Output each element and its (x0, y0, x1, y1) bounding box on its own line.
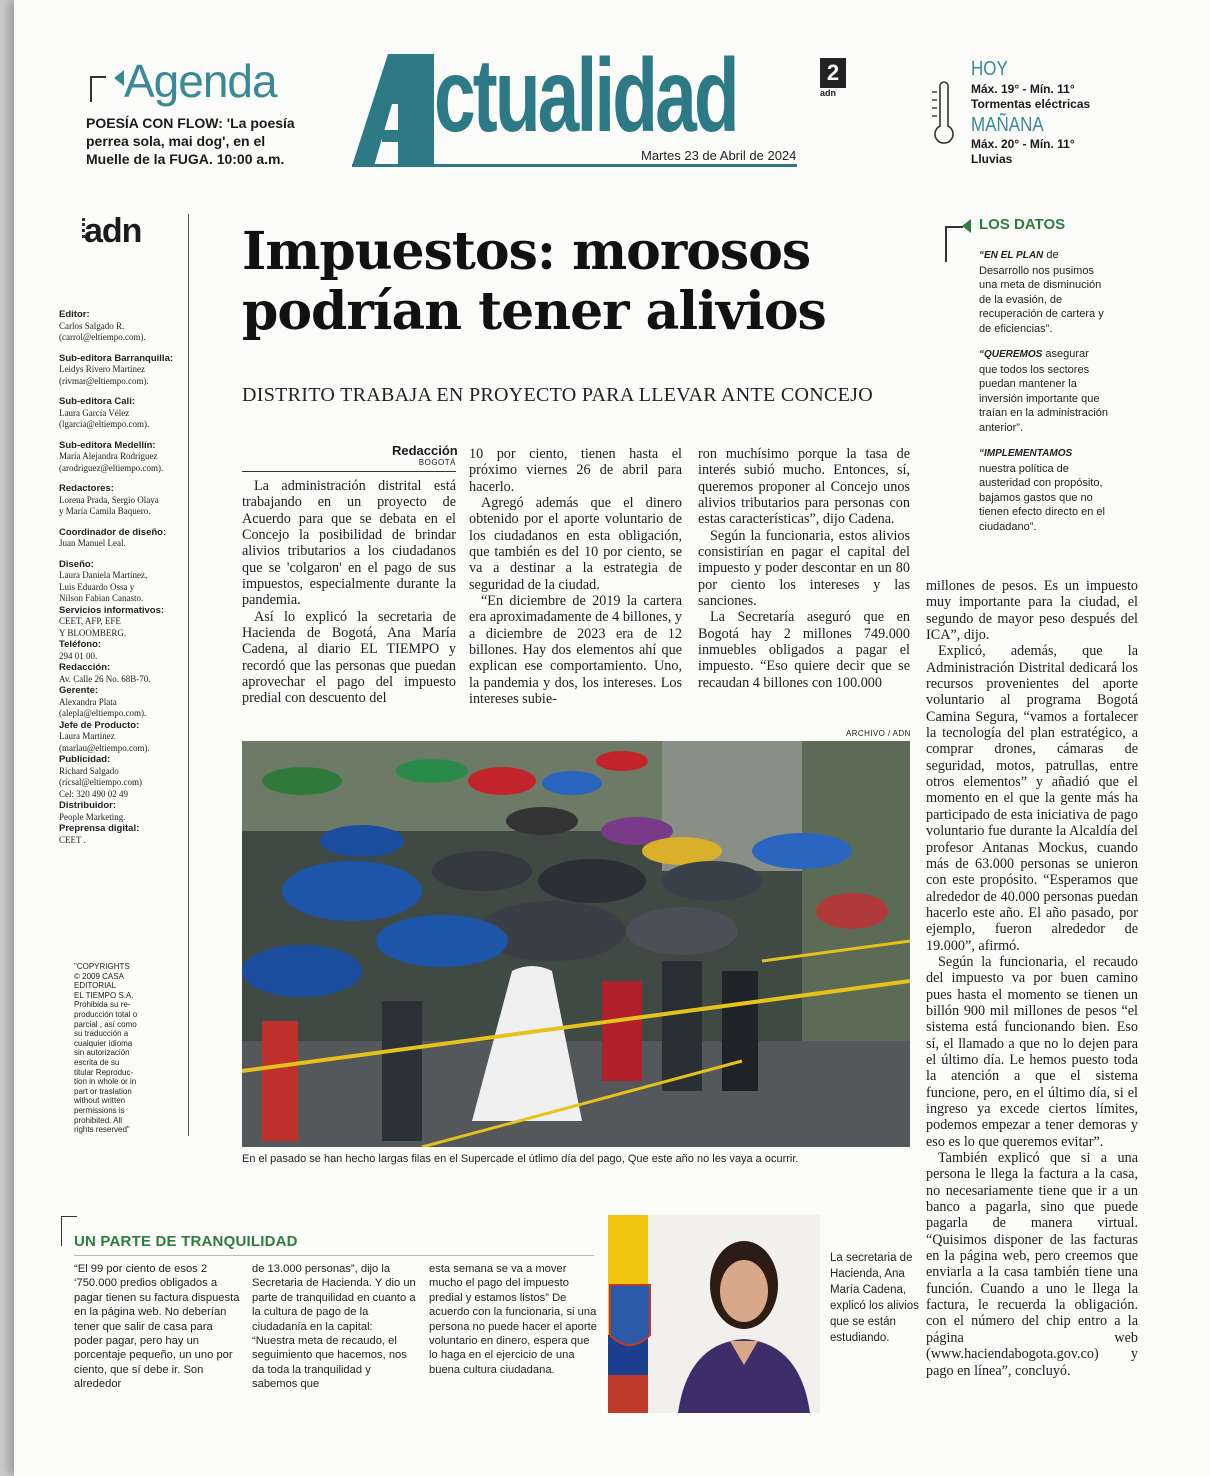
newspaper-page (14, 0, 1210, 1476)
box-title: UN PARTE DE TRANQUILIDAD (74, 1233, 298, 1250)
staff-role-value: People Marketing. (59, 811, 126, 822)
weather-tomorrow-desc: Lluvias (971, 152, 1013, 166)
umbrella-queue-photo (242, 741, 910, 1147)
article-column-2: 10 por ciento, tienen hasta el próximo viernes 26 de abril para hacerlo. Agregó además que el dinero obtenido por el aporte voluntario de los ciudadanos en esta obligación, que también es del 10 por ciento, se va a destinar a la estrategia de seguridad de la ciudad. “En diciembre de 2019 la cartera era aproximadamente de 4 billones, y a diciembre de 2023 era de 12 billones. Hay dos elementos ahí que explican ese comportamiento. Uno, la pandemia y dos, los intereses. Los intereses subie- (469, 446, 682, 708)
staff-role-value: 294 01 00. (59, 650, 98, 661)
photo-caption: En el pasado se han hecho largas filas en el Supercade el útlimo día del pago, Que este año no les vaya a ocurrir. (242, 1153, 799, 1165)
article-column-4: millones de pesos. Es un impuesto muy importante para la ciudad, el segundo de mayor peso después del ICA”, dijo. Explicó, además, que la Administración Distrital dedicará los recursos provenientes del aporte voluntario al programa Bogotá Camina Segura, “vamos a fortalecer la tecnología del plan estratégico, a comprar drones, cámaras de seguridad, motos, patrullas, entre otros elementos” y añadió que el momento en el que la gente más ha participado de esta iniciativa de pago voluntario fue durante la Alcaldía del profesor Antanas Mockus, cuando más de 63.000 personas se unieron con este propósito. “Esperamos que alrededor de 40.000 personas puedan hacerlo este año. El año pasado, por ejemplo, fueron alrededor de 19.000”, afirmó. Según la funcionaria, el recaudo del impuesto va por buen camino pues hasta el momento se tienen un billón 900 mil millones de pesos “el sistema está funcionando bien. Eso sí, el llamado a que no lo dejen para el último día. Le hemos puesto toda la atención a que el sistema funcione, pero, en el último día, si el ingreso ya excede ciertos límites, podemos empezar a tener demoras y eso es lo que queremos evitar”. También explicó que si a una persona le llega la factura a la casa, no necesariamente tiene que ir a un banco a pagarla, sino que puede pagarla de manera virtual. “Quisimos disponer de las facturas en la página web, pero creemos que enviarla a la casa también tiene una función. Cuando a uno le llega la factura, le recuerda la obligación. con el número del chip entro a la página web (www.haciendabogota.gov.co) y pago en línea”, concluyó. (926, 578, 1138, 1379)
section-logo-a-icon (352, 54, 434, 166)
staff-role-label: Coordinador de diseño: (59, 526, 167, 538)
staff-role-label: Servicios informativos: (59, 604, 165, 616)
weather-today-temps: Máx. 19° - Mín. 11° (971, 82, 1075, 96)
issue-date: Martes 23 de Abril de 2024 (641, 148, 797, 163)
staff-role-label: Redactores: (59, 483, 114, 494)
weather-tomorrow-label: MAÑANA (971, 114, 1044, 136)
staff-role-label: Diseño: (59, 558, 94, 570)
box-title-rule (74, 1255, 594, 1256)
agenda-text: POESÍA CON FLOW: 'La poesía perrea sola, mai dog', en el Muelle de la FUGA. 10:00 a.m. (86, 115, 295, 167)
subheadline: DISTRITO TRABAJA EN PROYECTO PARA LLEVAR ANTE CONCEJO (242, 384, 873, 406)
staff-role-label: Distribuidor: (59, 800, 116, 811)
byline-rule (242, 471, 456, 472)
box-column-1: “El 99 por ciento de esos 2 ‘750.000 predios obligados a pagar tienen su factura dispuesta en la página web. No deberían tener que salir de casa para poder pagar, pero hay un porcentaje pequeño, un uno por ciento, que sí debe ir. Son alrededor (74, 1263, 240, 1391)
page-brand: adn (820, 88, 837, 98)
byline-name: Redacción (392, 443, 458, 458)
secretary-portrait-photo (608, 1215, 820, 1413)
agenda-arrow-icon (114, 70, 124, 86)
staff-role-label: Editor: (59, 309, 90, 320)
staff-role-value: Lorena Prada, Sergio Olaya y María Camila Baquero. (59, 494, 159, 516)
staff-role-label: Sub-editora Medellín: (59, 439, 156, 451)
copyright-notice: "COPYRIGHTS © 2009 CASA EDITORIAL EL TIEMPO S.A. Prohibida su re- producción total o parcial , así como su traducción a cualquier idioma sin autorización escrita de su titular Reproduc- tion in whole or in part or traslation without written permissions is prohibited. All rights reserved" (74, 962, 138, 1135)
staff-role-value: Laura Martinez (marlau@eltiempo.com). (59, 731, 150, 753)
weather-tomorrow-temps: Máx. 20° - Mín. 11° (971, 137, 1075, 151)
sidebar-divider (188, 214, 189, 1136)
photo-credit: ARCHIVO / ADN (846, 729, 911, 738)
staff-role-label: Gerente: (59, 685, 99, 696)
staff-role-value: María Alejandra Rodríguez (arodriguez@eltiempo.com). (59, 451, 164, 473)
agenda-bracket (90, 76, 106, 102)
staff-role-value: Alexandra Plata (alepla@eltiempo.com). (59, 696, 147, 718)
adn-logo: adn (84, 212, 142, 250)
staff-role-label: Redacción: (59, 662, 111, 673)
staff-role-value: Juan Manuel Leal. (59, 538, 126, 548)
weather-today-label: HOY (971, 58, 1008, 80)
staff-role-label: Sub-editora Barranquilla: (59, 352, 174, 364)
article-column-1: La administración distrital está trabajando en un proyecto de Acuerdo para que se debata en el Concejo la posibilidad de brindar alivios tributarios a los ciudadanos que se 'colgaron' en el pago de sus impuestos, especialmente durante la pandemia. Así lo explicó la secretaria de Hacienda de Bogotá, Ana María Cadena, al diario EL TIEMPO y recordó que las personas que puedan aprovechar el pago del impuesto predial con descuento del (242, 478, 456, 707)
staff-role-value: Richard Salgado (ricsal@eltiempo.com) Cel: 320 490 02 49 (59, 765, 143, 799)
staff-role-value: Laura Daniela Martínez, Luis Eduardo Ossa y Nilson Fabian Canasto. (59, 570, 148, 603)
section-title: ctualidad (434, 38, 737, 154)
staff-role-value: Carlos Salgado R. (carrol@eltiempo.com). (59, 320, 146, 342)
portrait-caption: La secretaria de Hacienda, Ana María Cadena, explicó los alivios que se están estudiando. (830, 1252, 919, 1344)
box-bracket (61, 1216, 62, 1246)
agenda-title: Agenda (124, 55, 277, 107)
datos-item: “QUEREMOS asegurar que todos los sectores puedan mantener la inversión importante que traían en la administración anterior”. (979, 348, 1109, 434)
staff-role-label: Jefe de Producto: (59, 719, 140, 731)
datos-item: “IMPLEMENTAMOS nuestra política de austeridad con propósito, bajamos gastos que no tienen efecto directo en el ciudadano”. (979, 448, 1105, 533)
weather-today-desc: Tormentas eléctricas (971, 97, 1091, 111)
datos-bracket (945, 226, 963, 262)
staff-role-value: Leidys Rivero Martínez (rivmar@eltiempo.com). (59, 364, 149, 386)
headline: Impuestos: morosos podrían tener alivios (242, 221, 826, 342)
byline-city: BOGOTÁ (418, 458, 456, 467)
staff-credits (59, 300, 187, 846)
staff-role-value: CEET . (59, 834, 86, 845)
datos-item: “EN EL PLAN de Desarrollo nos pusimos una meta de disminución de la evasión, de recuperación de cartera y de eficiencias”. (979, 249, 1104, 335)
section-rule (352, 164, 797, 167)
datos-title: LOS DATOS (979, 216, 1066, 233)
thermometer-icon (930, 80, 956, 150)
staff-role-value: Av. Calle 26 No. 68B-70. (59, 673, 151, 684)
article-column-3: ron muchísimo porque la tasa de interés subió mucho. Entonces, sí, queremos proponer al Concejo unos alivios tributarios para personas con estas características”, dijo Cadena. Según la funcionaria, estos alivios consistirían en pagar el capital del impuesto y poder descontar en un 80 por ciento los intereses y las sanciones. La Secretaría aseguró que en Bogotá hay 2 millones 749.000 inmuebles obligados a pagar el impuesto. “Eso quiere decir que se recaudan 4 billones con 100.000 (698, 446, 910, 691)
box-column-3: esta semana se va a mover mucho el pago del impuesto predial y estamos listos” De acuerdo con la funcionaria, si una persona no puede hacer el aporte voluntario en dinero, espera que lo haga en el ejercicio de una buena cultura ciudadana. (429, 1263, 597, 1376)
page-number: 2 (820, 58, 846, 88)
datos-arrow-icon (962, 219, 971, 233)
staff-role-label: Publicidad: (59, 754, 111, 765)
box-bracket-top (61, 1216, 77, 1217)
staff-role-label: Teléfono: (59, 639, 102, 650)
staff-role-label: Preprensa digital: (59, 823, 140, 834)
staff-role-value: CEET, AFP, EFE Y BLOOMBERG. (59, 616, 127, 638)
staff-role-label: Sub-editora Cali: (59, 396, 136, 407)
byline (392, 443, 456, 467)
staff-role-value: Laura García Vélez (lgarcia@eltiempo.com). (59, 407, 150, 429)
box-column-2: de 13.000 personas”, dijo la Secretaria de Hacienda. Y dio un parte de tranquilidad en cuanto a la cultura de pago de la ciudadanía en la capital: “Nuestra meta de recaudo, el seguimiento que hacemos, nos da toda la tranquilidad y sabemos que (252, 1263, 416, 1391)
